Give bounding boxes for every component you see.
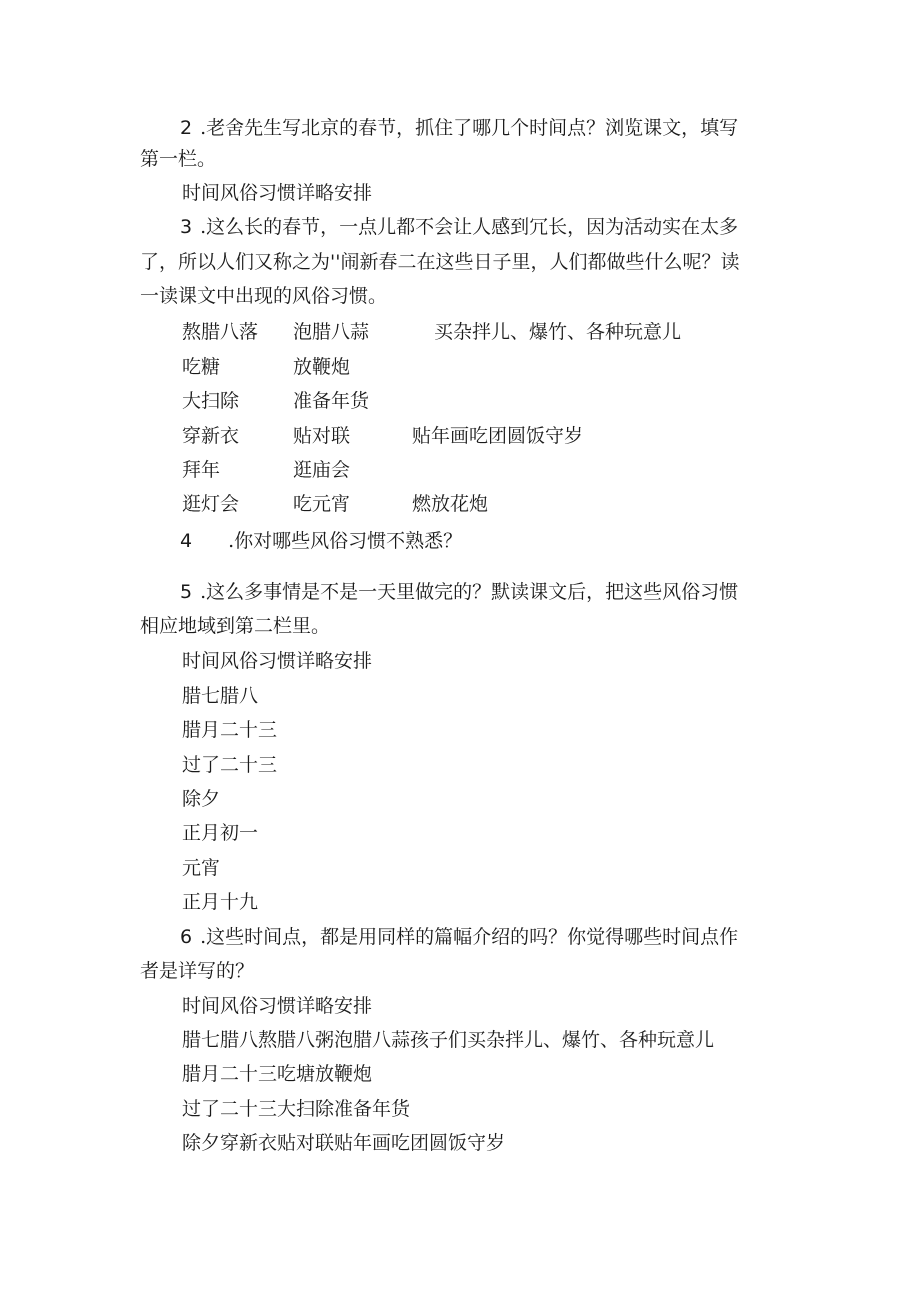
q3-line1 (180, 215, 738, 239)
q6-table-header: 时间风俗习惯详略安排 (182, 995, 373, 1017)
q5-table-header: 时间风俗习惯详略安排 (182, 650, 373, 672)
custom-cell: 逛灯会 (182, 493, 240, 515)
q5-time-row: 腊七腊八 (182, 685, 259, 707)
custom-cell: 买杂拌儿、爆竹、各种玩意儿 (434, 321, 682, 343)
q4-line (180, 529, 462, 553)
q5-time-row: 除夕 (182, 788, 221, 810)
q6-text-line1: .这些时间点，都是用同样的篇幅介绍的吗？你觉得哪些时间点作 (200, 926, 739, 948)
custom-cell: 燃放花炮 (412, 493, 489, 515)
custom-cell: 大扫除 (182, 390, 240, 412)
q6-table-row: 腊七腊八熬腊八粥泡腊八蒜孩子们买杂拌儿、爆竹、各种玩意儿 (182, 1029, 715, 1051)
q5-line1 (180, 580, 738, 604)
custom-cell: 放鞭炮 (293, 356, 351, 378)
custom-cell: 贴年画吃团圆饭守岁 (412, 425, 584, 447)
q3-text-line1: .这么长的春节，一点儿都不会让人感到冗长，因为活动实在太多 (200, 216, 739, 238)
q6-number: 6 (180, 926, 193, 948)
q5-time-row: 正月十九 (182, 891, 259, 913)
custom-cell: 逛庙会 (293, 459, 351, 481)
q2-table-header: 时间风俗习惯详略安排 (182, 182, 373, 204)
q5-time-row: 正月初一 (182, 822, 259, 844)
custom-cell: 熬腊八落 (182, 321, 259, 343)
q5-text-line2: 相应地域到第二栏里。 (140, 615, 331, 637)
q5-time-row: 元宵 (182, 857, 221, 879)
q2-text-line2: 第一栏。 (140, 148, 217, 170)
q2-line1 (180, 116, 738, 140)
q5-time-row: 腊月二十三 (182, 719, 278, 741)
q3-text-line3: 一读课文中出现的风俗习惯。 (140, 285, 388, 307)
q2-text-line1: .老舍先生写北京的春节，抓住了哪几个时间点？浏览课文，填写 (200, 117, 739, 139)
q5-time-row: 过了二十三 (182, 754, 278, 776)
q2-number: 2 (180, 117, 193, 139)
q4-number: 4 (180, 530, 193, 552)
custom-cell: 贴对联 (293, 425, 351, 447)
custom-cell: 吃糖 (182, 356, 221, 378)
q3-text-line2: 了，所以人们又称之为''闹新春二在这些日子里，人们都做些什么呢？读 (140, 251, 740, 273)
q6-table-row: 过了二十三大扫除准备年货 (182, 1098, 411, 1120)
custom-cell: 拜年 (182, 459, 221, 481)
q6-table-row: 腊月二十三吃塘放鞭炮 (182, 1063, 373, 1085)
q3-number: 3 (180, 216, 193, 238)
q5-text-line1: .这么多事情是不是一天里做完的？默读课文后，把这些风俗习惯 (200, 581, 739, 603)
q6-table-row: 除夕穿新衣贴对联贴年画吃团圆饭守岁 (182, 1132, 506, 1154)
q6-text-line2: 者是详写的？ (140, 960, 255, 982)
q4-text: .你对哪些风俗习惯不熟悉？ (228, 530, 463, 552)
custom-cell: 泡腊八蒜 (293, 321, 370, 343)
custom-cell: 准备年货 (293, 390, 370, 412)
q5-number: 5 (180, 581, 193, 603)
q6-line1 (180, 925, 738, 949)
custom-cell: 穿新衣 (182, 425, 240, 447)
custom-cell: 吃元宵 (293, 493, 351, 515)
